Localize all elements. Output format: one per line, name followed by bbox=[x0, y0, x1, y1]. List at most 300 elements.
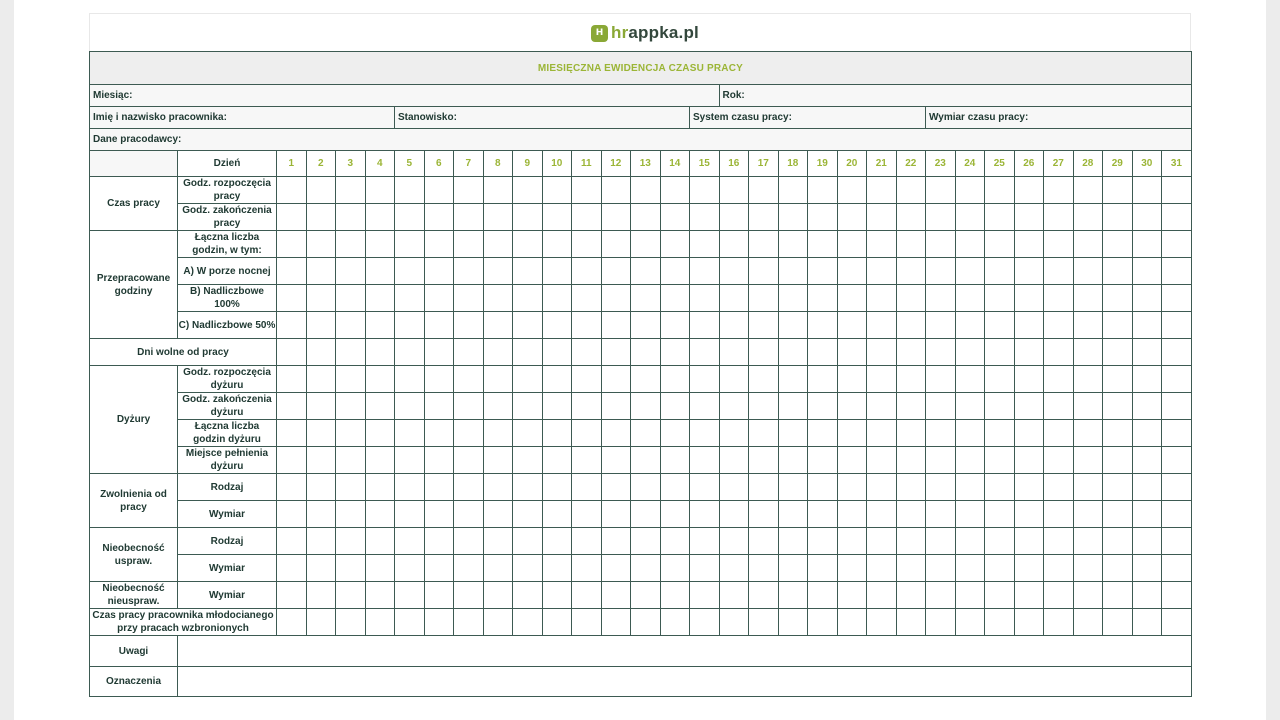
entry-cell[interactable] bbox=[837, 555, 867, 582]
entry-cell[interactable] bbox=[719, 501, 749, 528]
entry-cell[interactable] bbox=[1073, 420, 1103, 447]
entry-cell[interactable] bbox=[1162, 177, 1192, 204]
entry-cell[interactable] bbox=[306, 393, 336, 420]
entry-cell[interactable] bbox=[690, 366, 720, 393]
entry-cell[interactable] bbox=[778, 501, 808, 528]
entry-cell[interactable] bbox=[631, 258, 661, 285]
entry-cell[interactable] bbox=[631, 528, 661, 555]
entry-cell[interactable] bbox=[306, 501, 336, 528]
entry-cell[interactable] bbox=[749, 285, 779, 312]
entry-cell[interactable] bbox=[1073, 366, 1103, 393]
entry-cell[interactable] bbox=[926, 231, 956, 258]
entry-cell[interactable] bbox=[542, 312, 572, 339]
entry-cell[interactable] bbox=[631, 231, 661, 258]
entry-cell[interactable] bbox=[808, 312, 838, 339]
entry-cell[interactable] bbox=[336, 312, 366, 339]
entry-cell[interactable] bbox=[365, 528, 395, 555]
entry-cell[interactable] bbox=[277, 474, 307, 501]
entry-cell[interactable] bbox=[454, 204, 484, 231]
entry-cell[interactable] bbox=[1014, 474, 1044, 501]
entry-cell[interactable] bbox=[1073, 447, 1103, 474]
entry-cell[interactable] bbox=[749, 258, 779, 285]
entry-cell[interactable] bbox=[454, 258, 484, 285]
entry-cell[interactable] bbox=[306, 339, 336, 366]
entry-cell[interactable] bbox=[572, 231, 602, 258]
entry-cell[interactable] bbox=[690, 609, 720, 636]
entry-cell[interactable] bbox=[837, 609, 867, 636]
entry-cell[interactable] bbox=[955, 258, 985, 285]
entry-cell[interactable] bbox=[955, 312, 985, 339]
entry-cell[interactable] bbox=[542, 474, 572, 501]
entry-cell[interactable] bbox=[513, 420, 543, 447]
entry-cell[interactable] bbox=[1132, 609, 1162, 636]
entry-cell[interactable] bbox=[336, 555, 366, 582]
entry-cell[interactable] bbox=[542, 231, 572, 258]
entry-cell[interactable] bbox=[1103, 339, 1133, 366]
entry-cell[interactable] bbox=[749, 447, 779, 474]
entry-cell[interactable] bbox=[926, 501, 956, 528]
entry-cell[interactable] bbox=[277, 204, 307, 231]
entry-cell[interactable] bbox=[513, 177, 543, 204]
entry-cell[interactable] bbox=[424, 555, 454, 582]
entry-cell[interactable] bbox=[542, 258, 572, 285]
entry-cell[interactable] bbox=[719, 555, 749, 582]
entry-cell[interactable] bbox=[896, 501, 926, 528]
entry-cell[interactable] bbox=[513, 528, 543, 555]
entry-cell[interactable] bbox=[572, 204, 602, 231]
entry-cell[interactable] bbox=[867, 312, 897, 339]
entry-cell[interactable] bbox=[277, 312, 307, 339]
entry-cell[interactable] bbox=[1073, 177, 1103, 204]
entry-cell[interactable] bbox=[837, 312, 867, 339]
entry-cell[interactable] bbox=[513, 609, 543, 636]
entry-cell[interactable] bbox=[1044, 393, 1074, 420]
entry-cell[interactable] bbox=[837, 447, 867, 474]
entry-cell[interactable] bbox=[336, 420, 366, 447]
entry-cell[interactable] bbox=[454, 312, 484, 339]
entry-cell[interactable] bbox=[867, 177, 897, 204]
entry-cell[interactable] bbox=[808, 366, 838, 393]
entry-cell[interactable] bbox=[690, 312, 720, 339]
entry-cell[interactable] bbox=[1044, 285, 1074, 312]
entry-cell[interactable] bbox=[896, 312, 926, 339]
entry-cell[interactable] bbox=[277, 582, 307, 609]
entry-cell[interactable] bbox=[778, 204, 808, 231]
entry-cell[interactable] bbox=[631, 555, 661, 582]
entry-cell[interactable] bbox=[719, 231, 749, 258]
field-working-time-system[interactable]: System czasu pracy: bbox=[690, 107, 926, 129]
entry-cell[interactable] bbox=[1132, 258, 1162, 285]
entry-cell[interactable] bbox=[424, 447, 454, 474]
entry-cell[interactable] bbox=[336, 258, 366, 285]
entry-cell[interactable] bbox=[985, 312, 1015, 339]
entry-cell[interactable] bbox=[896, 447, 926, 474]
entry-cell[interactable] bbox=[1014, 204, 1044, 231]
entry-cell[interactable] bbox=[395, 447, 425, 474]
entry-cell[interactable] bbox=[513, 339, 543, 366]
entry-cell[interactable] bbox=[719, 474, 749, 501]
entry-cell[interactable] bbox=[1073, 339, 1103, 366]
entry-cell[interactable] bbox=[926, 366, 956, 393]
entry-cell[interactable] bbox=[926, 555, 956, 582]
entry-cell[interactable] bbox=[926, 312, 956, 339]
entry-cell[interactable] bbox=[336, 501, 366, 528]
entry-cell[interactable] bbox=[1044, 204, 1074, 231]
entry-cell[interactable] bbox=[336, 609, 366, 636]
entry-cell[interactable] bbox=[985, 366, 1015, 393]
entry-cell[interactable] bbox=[306, 312, 336, 339]
entry-cell[interactable] bbox=[424, 231, 454, 258]
entry-cell[interactable] bbox=[719, 204, 749, 231]
entry-cell[interactable] bbox=[808, 393, 838, 420]
entry-cell[interactable] bbox=[277, 555, 307, 582]
entry-cell[interactable] bbox=[454, 420, 484, 447]
entry-cell[interactable] bbox=[277, 339, 307, 366]
entry-cell[interactable] bbox=[896, 366, 926, 393]
entry-cell[interactable] bbox=[690, 582, 720, 609]
entry-cell[interactable] bbox=[660, 528, 690, 555]
entry-cell[interactable] bbox=[336, 474, 366, 501]
entry-cell[interactable] bbox=[483, 420, 513, 447]
entry-cell[interactable] bbox=[365, 231, 395, 258]
entry-cell[interactable] bbox=[395, 339, 425, 366]
entry-cell[interactable] bbox=[306, 447, 336, 474]
entry-cell[interactable] bbox=[483, 285, 513, 312]
entry-cell[interactable] bbox=[365, 393, 395, 420]
entry-cell[interactable] bbox=[719, 393, 749, 420]
entry-cell[interactable] bbox=[985, 258, 1015, 285]
entry-cell[interactable] bbox=[896, 474, 926, 501]
entry-cell[interactable] bbox=[985, 528, 1015, 555]
entry-cell[interactable] bbox=[601, 312, 631, 339]
entry-cell[interactable] bbox=[1073, 285, 1103, 312]
entry-cell[interactable] bbox=[483, 447, 513, 474]
entry-cell[interactable] bbox=[542, 366, 572, 393]
entry-cell[interactable] bbox=[1103, 366, 1133, 393]
entry-cell[interactable] bbox=[483, 555, 513, 582]
entry-cell[interactable] bbox=[1044, 312, 1074, 339]
entry-cell[interactable] bbox=[424, 177, 454, 204]
entry-cell[interactable] bbox=[896, 285, 926, 312]
entry-cell[interactable] bbox=[277, 420, 307, 447]
entry-cell[interactable] bbox=[336, 339, 366, 366]
entry-cell[interactable] bbox=[926, 582, 956, 609]
entry-cell[interactable] bbox=[867, 285, 897, 312]
entry-cell[interactable] bbox=[985, 231, 1015, 258]
entry-cell[interactable] bbox=[778, 258, 808, 285]
entry-cell[interactable] bbox=[926, 339, 956, 366]
entry-cell[interactable] bbox=[778, 312, 808, 339]
entry-cell[interactable] bbox=[985, 609, 1015, 636]
entry-cell[interactable] bbox=[542, 609, 572, 636]
entry-cell[interactable] bbox=[1073, 609, 1103, 636]
entry-cell[interactable] bbox=[424, 312, 454, 339]
entry-cell[interactable] bbox=[454, 231, 484, 258]
entry-cell[interactable] bbox=[985, 177, 1015, 204]
entry-cell[interactable] bbox=[542, 393, 572, 420]
entry-cell[interactable] bbox=[1073, 555, 1103, 582]
entry-cell[interactable] bbox=[1162, 528, 1192, 555]
entry-cell[interactable] bbox=[601, 420, 631, 447]
entry-cell[interactable] bbox=[985, 474, 1015, 501]
entry-cell[interactable] bbox=[572, 555, 602, 582]
entry-cell[interactable] bbox=[277, 609, 307, 636]
entry-cell[interactable] bbox=[955, 582, 985, 609]
entry-cell[interactable] bbox=[778, 339, 808, 366]
entry-cell[interactable] bbox=[572, 528, 602, 555]
entry-cell[interactable] bbox=[749, 555, 779, 582]
entry-cell[interactable] bbox=[955, 447, 985, 474]
entry-cell[interactable] bbox=[601, 501, 631, 528]
entry-cell[interactable] bbox=[926, 447, 956, 474]
entry-cell[interactable] bbox=[483, 501, 513, 528]
entry-cell[interactable] bbox=[1014, 447, 1044, 474]
entry-cell[interactable] bbox=[454, 528, 484, 555]
entry-cell[interactable] bbox=[1103, 312, 1133, 339]
entry-cell[interactable] bbox=[1162, 420, 1192, 447]
entry-cell[interactable] bbox=[808, 609, 838, 636]
entry-cell[interactable] bbox=[719, 420, 749, 447]
entry-cell[interactable] bbox=[1044, 339, 1074, 366]
entry-cell[interactable] bbox=[808, 420, 838, 447]
entry-cell[interactable] bbox=[1014, 501, 1044, 528]
entry-cell[interactable] bbox=[778, 393, 808, 420]
entry-cell[interactable] bbox=[336, 204, 366, 231]
entry-cell[interactable] bbox=[749, 339, 779, 366]
entry-cell[interactable] bbox=[424, 420, 454, 447]
entry-cell[interactable] bbox=[985, 420, 1015, 447]
entry-cell[interactable] bbox=[601, 204, 631, 231]
entry-cell[interactable] bbox=[306, 420, 336, 447]
entry-cell[interactable] bbox=[572, 582, 602, 609]
entry-cell[interactable] bbox=[1044, 555, 1074, 582]
entry-cell[interactable] bbox=[896, 609, 926, 636]
entry-cell[interactable] bbox=[483, 528, 513, 555]
entry-cell[interactable] bbox=[542, 447, 572, 474]
entry-cell[interactable] bbox=[454, 474, 484, 501]
entry-cell[interactable] bbox=[1014, 582, 1044, 609]
entry-cell[interactable] bbox=[808, 528, 838, 555]
entry-cell[interactable] bbox=[483, 231, 513, 258]
entry-cell[interactable] bbox=[955, 285, 985, 312]
entry-cell[interactable] bbox=[277, 366, 307, 393]
entry-cell[interactable] bbox=[1073, 204, 1103, 231]
entry-cell[interactable] bbox=[778, 474, 808, 501]
entry-cell[interactable] bbox=[1014, 231, 1044, 258]
entry-cell[interactable] bbox=[513, 258, 543, 285]
entry-cell[interactable] bbox=[542, 339, 572, 366]
entry-cell[interactable] bbox=[778, 582, 808, 609]
entry-cell[interactable] bbox=[572, 501, 602, 528]
entry-cell[interactable] bbox=[690, 474, 720, 501]
entry-cell[interactable] bbox=[365, 312, 395, 339]
entry-cell[interactable] bbox=[660, 609, 690, 636]
entry-cell[interactable] bbox=[1014, 312, 1044, 339]
entry-cell[interactable] bbox=[454, 366, 484, 393]
entry-cell[interactable] bbox=[985, 339, 1015, 366]
entry-cell[interactable] bbox=[778, 555, 808, 582]
entry-cell[interactable] bbox=[896, 393, 926, 420]
entry-cell[interactable] bbox=[808, 339, 838, 366]
entry-cell[interactable] bbox=[454, 177, 484, 204]
entry-cell[interactable] bbox=[808, 258, 838, 285]
entry-cell[interactable] bbox=[690, 204, 720, 231]
entry-cell[interactable] bbox=[1073, 258, 1103, 285]
entry-cell[interactable] bbox=[306, 177, 336, 204]
entry-cell[interactable] bbox=[424, 609, 454, 636]
entry-cell[interactable] bbox=[749, 582, 779, 609]
entry-cell[interactable] bbox=[837, 231, 867, 258]
entry-cell[interactable] bbox=[1044, 366, 1074, 393]
entry-cell[interactable] bbox=[1162, 609, 1192, 636]
entry-cell[interactable] bbox=[719, 582, 749, 609]
entry-cell[interactable] bbox=[542, 204, 572, 231]
entry-cell[interactable] bbox=[306, 204, 336, 231]
entry-cell[interactable] bbox=[1162, 501, 1192, 528]
entry-cell[interactable] bbox=[483, 366, 513, 393]
entry-cell[interactable] bbox=[778, 447, 808, 474]
entry-cell[interactable] bbox=[660, 339, 690, 366]
field-working-time-dimension[interactable]: Wymiar czasu pracy: bbox=[926, 107, 1192, 129]
entry-cell[interactable] bbox=[837, 204, 867, 231]
entry-cell[interactable] bbox=[690, 420, 720, 447]
entry-cell[interactable] bbox=[572, 474, 602, 501]
entry-cell[interactable] bbox=[1103, 231, 1133, 258]
entry-cell[interactable] bbox=[1073, 312, 1103, 339]
entry-cell[interactable] bbox=[424, 474, 454, 501]
entry-cell[interactable] bbox=[1103, 582, 1133, 609]
entry-cell[interactable] bbox=[336, 582, 366, 609]
entry-cell[interactable] bbox=[1103, 420, 1133, 447]
entry-cell[interactable] bbox=[955, 204, 985, 231]
entry-cell[interactable] bbox=[365, 339, 395, 366]
entry-cell[interactable] bbox=[1014, 258, 1044, 285]
entry-cell[interactable] bbox=[1044, 177, 1074, 204]
entry-cell[interactable] bbox=[395, 204, 425, 231]
entry-cell[interactable] bbox=[926, 258, 956, 285]
notes-field[interactable] bbox=[178, 636, 1192, 667]
entry-cell[interactable] bbox=[572, 420, 602, 447]
entry-cell[interactable] bbox=[424, 258, 454, 285]
entry-cell[interactable] bbox=[365, 177, 395, 204]
entry-cell[interactable] bbox=[395, 474, 425, 501]
entry-cell[interactable] bbox=[1132, 501, 1162, 528]
entry-cell[interactable] bbox=[749, 177, 779, 204]
entry-cell[interactable] bbox=[719, 177, 749, 204]
entry-cell[interactable] bbox=[719, 447, 749, 474]
entry-cell[interactable] bbox=[306, 609, 336, 636]
entry-cell[interactable] bbox=[867, 555, 897, 582]
entry-cell[interactable] bbox=[1044, 528, 1074, 555]
entry-cell[interactable] bbox=[837, 582, 867, 609]
entry-cell[interactable] bbox=[395, 285, 425, 312]
entry-cell[interactable] bbox=[365, 258, 395, 285]
entry-cell[interactable] bbox=[365, 501, 395, 528]
entry-cell[interactable] bbox=[926, 528, 956, 555]
entry-cell[interactable] bbox=[542, 285, 572, 312]
entry-cell[interactable] bbox=[719, 609, 749, 636]
entry-cell[interactable] bbox=[837, 528, 867, 555]
entry-cell[interactable] bbox=[1132, 447, 1162, 474]
entry-cell[interactable] bbox=[483, 582, 513, 609]
entry-cell[interactable] bbox=[660, 447, 690, 474]
entry-cell[interactable] bbox=[513, 285, 543, 312]
entry-cell[interactable] bbox=[1014, 609, 1044, 636]
entry-cell[interactable] bbox=[1103, 447, 1133, 474]
entry-cell[interactable] bbox=[837, 366, 867, 393]
entry-cell[interactable] bbox=[1073, 501, 1103, 528]
entry-cell[interactable] bbox=[454, 555, 484, 582]
entry-cell[interactable] bbox=[1132, 339, 1162, 366]
entry-cell[interactable] bbox=[1162, 231, 1192, 258]
entry-cell[interactable] bbox=[1073, 393, 1103, 420]
entry-cell[interactable] bbox=[513, 204, 543, 231]
entry-cell[interactable] bbox=[660, 366, 690, 393]
entry-cell[interactable] bbox=[867, 609, 897, 636]
entry-cell[interactable] bbox=[572, 177, 602, 204]
entry-cell[interactable] bbox=[277, 447, 307, 474]
entry-cell[interactable] bbox=[513, 366, 543, 393]
entry-cell[interactable] bbox=[601, 285, 631, 312]
entry-cell[interactable] bbox=[690, 528, 720, 555]
entry-cell[interactable] bbox=[985, 285, 1015, 312]
entry-cell[interactable] bbox=[1014, 177, 1044, 204]
entry-cell[interactable] bbox=[336, 393, 366, 420]
entry-cell[interactable] bbox=[837, 393, 867, 420]
entry-cell[interactable] bbox=[1014, 528, 1044, 555]
entry-cell[interactable] bbox=[601, 555, 631, 582]
entry-cell[interactable] bbox=[483, 609, 513, 636]
entry-cell[interactable] bbox=[660, 420, 690, 447]
entry-cell[interactable] bbox=[896, 420, 926, 447]
entry-cell[interactable] bbox=[424, 528, 454, 555]
entry-cell[interactable] bbox=[542, 177, 572, 204]
entry-cell[interactable] bbox=[542, 555, 572, 582]
entry-cell[interactable] bbox=[1162, 474, 1192, 501]
entry-cell[interactable] bbox=[719, 339, 749, 366]
entry-cell[interactable] bbox=[778, 609, 808, 636]
entry-cell[interactable] bbox=[454, 393, 484, 420]
entry-cell[interactable] bbox=[277, 528, 307, 555]
entry-cell[interactable] bbox=[1162, 258, 1192, 285]
entry-cell[interactable] bbox=[1132, 312, 1162, 339]
entry-cell[interactable] bbox=[837, 285, 867, 312]
field-employer-data[interactable]: Dane pracodawcy: bbox=[90, 129, 1192, 151]
entry-cell[interactable] bbox=[985, 501, 1015, 528]
entry-cell[interactable] bbox=[690, 501, 720, 528]
entry-cell[interactable] bbox=[867, 339, 897, 366]
entry-cell[interactable] bbox=[572, 312, 602, 339]
entry-cell[interactable] bbox=[1044, 420, 1074, 447]
entry-cell[interactable] bbox=[513, 582, 543, 609]
entry-cell[interactable] bbox=[542, 420, 572, 447]
entry-cell[interactable] bbox=[867, 258, 897, 285]
entry-cell[interactable] bbox=[454, 582, 484, 609]
entry-cell[interactable] bbox=[1162, 285, 1192, 312]
entry-cell[interactable] bbox=[601, 258, 631, 285]
entry-cell[interactable] bbox=[660, 555, 690, 582]
entry-cell[interactable] bbox=[483, 474, 513, 501]
entry-cell[interactable] bbox=[631, 420, 661, 447]
entry-cell[interactable] bbox=[896, 177, 926, 204]
entry-cell[interactable] bbox=[631, 501, 661, 528]
entry-cell[interactable] bbox=[719, 528, 749, 555]
entry-cell[interactable] bbox=[365, 366, 395, 393]
entry-cell[interactable] bbox=[395, 258, 425, 285]
entry-cell[interactable] bbox=[896, 339, 926, 366]
entry-cell[interactable] bbox=[837, 177, 867, 204]
entry-cell[interactable] bbox=[896, 231, 926, 258]
